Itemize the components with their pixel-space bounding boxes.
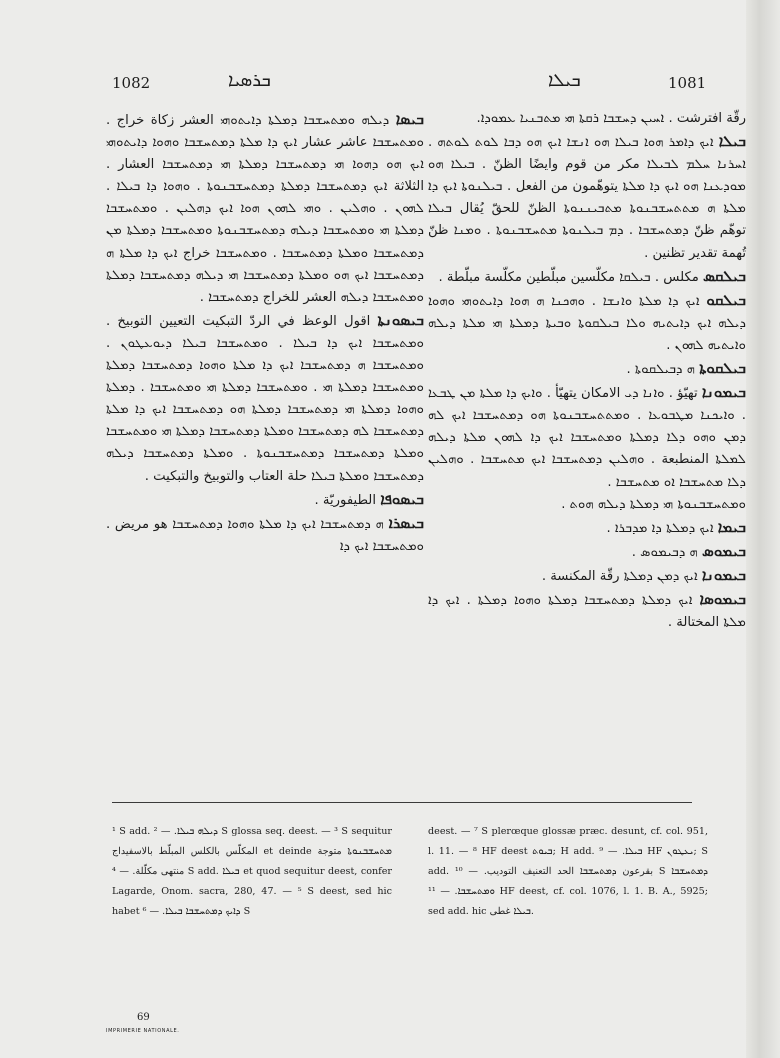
entry-definition: ܐܝܟ ܕܡܠܬܐ ܕܡܬܚܫܒܐ ܕܡܠܬܐ ܘܗܘܐ ܕܡܠܬܐ . ܐܝܟ ܕܐ ܡܠܬܐ المختالة .	[428, 592, 746, 631]
entry-headword: ܒܝܠܩܣ	[703, 266, 746, 285]
dictionary-entry	[106, 108, 424, 309]
dictionary-entry	[428, 381, 746, 493]
entry-headword: ܒܝܠܩܘ	[706, 290, 746, 309]
footnote-divider	[112, 802, 692, 803]
book-gutter	[746, 0, 780, 1058]
entry-headword: ܒܝܠܐ	[718, 132, 746, 151]
dictionary-entry	[428, 564, 746, 588]
entry-definition: ܐܝܟ ܕܡܢ ܕܡܠܬܐ رقّة المكنسة .	[541, 568, 698, 584]
dictionary-entry	[428, 540, 746, 564]
entry-headword: ܒܝܡܘܣܐ	[699, 589, 746, 608]
left-page-number: 1082	[112, 74, 151, 92]
entry-definition: ܗ ܕܒܝܠܩܘܬܐ .	[626, 362, 696, 378]
dictionary-entry	[428, 494, 746, 516]
footnotes-right: deest. — ⁷ S plerœque glossæ præc. desunt, cf. col. 951, l. 11. — ⁸ HF deest ܒܝܘܬ; H add. ܒܝܠܐ. — ⁹ HF ܝܥܛܘܢ; S add. بقرعون ܕܡܬܚܫܒܐ الحد التعنيف التوديب. — ¹⁰ S ܕܡܬܚܫܒܐ ܘܡܬܚܫܒܐ. — ¹¹ HF deest, cf. col. 1076, l. 1. B. A., 5925; sed add. hic ܒܝܠܐ غطى.	[428, 826, 709, 917]
right-page-number: 1081	[668, 74, 707, 92]
entry-headword: ܒܝܣܪܐ	[388, 513, 424, 532]
dictionary-entry	[428, 289, 746, 357]
entry-headword: ܒܝܡܘܢܐ	[701, 383, 746, 402]
entry-headword: ܒܝܠܩܘܬܐ	[699, 359, 746, 378]
entry-headword: ܒܝܣܘܢܬܐ	[377, 310, 424, 329]
entry-headword: ܒܝܡܐ	[717, 517, 746, 536]
entry-headword: ܒܝܣܘܦܐ	[380, 489, 424, 508]
entry-definition: ܗ ܕܒܝܡܘܣ .	[631, 544, 698, 560]
entry-definition: ܐܝܟ ܕܐ ܡܠܬܐ ܘܐܢܫܐ . ܘܗܟܢܐ ܗ ܗܘܐ ܕܐܝܬܘܗܝ ܘܗܘܐ ܕܝܠܗ ܐܝܟ ܕܐܝܬܝܗ ܘܠܐ ܒܝܠܩܘܬܐ ܘܒܝܬܐ ܕܡܠܬܐ ܗܝ ܡܠܬܐ ܕܝܠܗ ܘܐܝܬܝܗ ܠܗܘܢ .	[428, 293, 746, 353]
entry-headword: ܒܝܡܘܢܐ	[701, 565, 746, 584]
entry-headword: ܒܝܡܘܣ	[702, 541, 746, 560]
dictionary-entry	[428, 108, 746, 130]
left-running-title: ܒܪܣܝܐ	[228, 70, 271, 91]
dictionary-entry	[106, 309, 424, 488]
entry-definition: ܐܝܟ ܕܡܠܬܐ ܕܐ ܡܕܒܪܐ .	[606, 520, 714, 536]
dictionary-entry	[428, 516, 746, 540]
footnotes-left: ¹ S add. ܕܝܠܗ ܒܝܠܐ. — ² S glossa seq. deest. — ³ S sequitur المكلّس بالكلس المبلّط بالاسفيداج et deinde ܡܬܚܫܒܢܘܬܐ متوجة منتهى مكلّلة. — ⁴ S add. ܒܝܠܐ et quod sequitur deest, confer Lagarde, Onom. sacra, 280, 47. — ⁵ S deest, sed hic habet ܕܐܝܟ ܕܡܬܚܫܒܐ ܒܝܠܐ. — ⁶ S	[112, 826, 392, 917]
printer-imprint: IMPRIMERIE NATIONALE.	[106, 1028, 180, 1034]
entry-definition: ܘܡܬܚܫܒܢܘܬܐ ܗܝ ܕܡܠܬܐ ܕܝܠܗ ܗܘܬ .	[561, 496, 746, 512]
entry-definition: مكلس . ܒܝܠܩܐ مكلّسين مبلّطين مكلّسة مبلّطة .	[438, 269, 699, 285]
dictionary-entry	[106, 488, 424, 512]
entry-headword: ܒܝܣܐ	[395, 110, 424, 128]
right-running-title: ܒܝܠܐ	[548, 70, 581, 91]
dictionary-entry	[428, 357, 746, 381]
left-text-column	[106, 108, 424, 558]
entry-definition: الطيفوريّة .	[314, 492, 376, 508]
entry-definition: رقّة افترشت . ܐܚܝܢ ܕܚܫܒܐ ܪܩܬܐ ܗܝ ܡܬܒܢܝܐ ܥܡܘܕܐ.	[476, 111, 746, 126]
dictionary-entry	[428, 265, 746, 289]
dictionary-entry	[428, 130, 746, 265]
entry-definition: تهيّؤ . ܘܐܢܐ ܕܝ الامكان يتهيّأ . ܘܐܝܟ ܕܐ ܡܠܬܐ ܡܢ ܛܒܥܐ . ܘܐܝܟܢܐ ܡܛܒܘܥܐ . ܘܡܬܬܚܫܒܢܘܬܐ ܗܘ ܕܡܬܚܫܒܐ ܐܝܟ ܠܗ ܕܡܢ ܘܗܘ ܕܠܐ ܕܡܠܬܐ ܘܡܬܚܫܒܐ ܐܝܟ ܕܐ ܠܗܘܢ ܡܠܬܐ ܕܝܠܗ ܠܡܠܬܐ المنطبعة . ܘܗܠܝܢ ܕܡܬܚܫܒܐ ܐܝܟ ܡܬܚܫܒܐ . ܘܗܠܝܢ ܕܠܐ ܡܬܚܫܒܐ ܐܘ ܡܬܚܫܒܐ .	[428, 386, 746, 490]
entry-definition: ܕܝܠܗ ܘܡܬܚܫܒܐ ܕܡܠܬܐ ܕܐܝܬܘܗܝ العشر زكاة خراج . ܘܡܬܚܫܒܐ عاشر عشار ܐܝܟ ܕܐ ܡܠܬܐ ܕܡܬܚܫܒܐ ܘܗܘܐ ܕܐܝܬܘܗܝ ܐܝܟ ܗܘ ܕܗܘܐ ܗܝ ܕܡܬܚܫܒܐ ܕܡܠܬܐ ܗܝ ܕܡܬܚܫܒܐ العشار . الثلاثة ܐܝܟ ܕܡܬܚܫܒܐ ܕܡܠܬܐ ܕܡܬܚܫܒܢܘܬܐ . ܘܗܘܐ ܕܐ ܒܝܠܐ . ܠܗܘܢ . ܘܗܠܝܢ . ܘܗܝ ܠܗܘܢ ܗܘܐ ܐܝܟ ܕܗܠܝܢ . ܘܡܬܚܫܒܐ ܕܡܠܬܐ ܗܝ ܘܡܬܚܫܒܐ ܕܝܠܗ ܕܡܬܚܫܒܢܘܬܐ ܘܡܬܚܫܒܐ ܕܡܠܬܐ ܡܢ ܕܡܬܚܫܒܐ ܘܡܠܬܐ ܕܡܬܚܫܒܐ . ܘܡܬܚܫܒܐ خراج ܐܝܟ ܕܐ ܡܠܬܐ ܗ ܕܡܬܚܫܒܐ ܐܝܟ ܗܘ ܘܡܠܬܐ ܕܡܬܚܫܒܐ ܗܝ ܕܝܠܗ ܕܡܬܚܫܒܐ ܕܡܠܬܐ ܘܡܬܚܫܒܐ ܕܝܠܗ العشر للخراج ܕܡܬܚܫܒܐ .	[106, 113, 424, 305]
signature-mark: 69	[137, 1012, 150, 1023]
entry-definition: اقول الوعظ في الردّ التبكيت التعيين التوبيخ . ܘܡܬܚܫܒܐ ܐܝܟ ܕܐ ܒܝܠܐ . ܘܡܬܚܫܒܐ ܒܝܠܐ ܕܝܘܥܛܘܢ . ܘܡܬܚܫܒܐ ܗ ܕܡܬܚܫܒܐ ܐܝܟ ܕܐ ܡܠܬܐ ܘܗܘܐ ܕܡܬܚܫܒܐ ܕܡܠܬܐ ܘܡܬܚܫܒܐ ܕܡܠܬܐ ܗܝ . ܘܡܬܚܫܒܐ ܕܡܠܬܐ ܗܝ ܘܡܬܚܫܒܐ . ܕܡܠܬܐ ܘܗܘܐ ܕܡܠܬܐ ܗܝ ܕܡܬܚܫܒܐ ܕܡܠܬܐ ܗܘ ܕܡܬܚܫܒܐ ܐܝܟ ܕܐ ܡܠܬܐ ܕܡܬܚܫܒܐ ܠܗ ܕܡܬܚܫܒܐ ܘܡܠܬܐ ܕܡܬܚܫܒܐ ܕܡܠܬܐ ܗܝ ܘܡܬܚܫܒܐ ܘܡܠܬܐ ܕܡܬܚܫܒܐ ܕܡܬܚܫܒܢܘܬܐ . ܘܡܠܬܐ ܕܡܬܚܫܒܐ ܕܝܠܗ ܕܡܬܚܫܒܐ ܘܡܠܬܐ ܒܝܠܐ حلة العتاب والتوبيخ والتبكيت .	[106, 313, 424, 484]
dictionary-entry	[106, 512, 424, 558]
entry-definition: ܗ ܕܡܬܚܫܒܐ ܐܝܟ ܕܐ ܡܠܬܐ ܘܗܘܐ ܕܡܬܚܫܒܐ هو مريض . ܘܡܬܚܫܒܐ ܐܝܟ ܕܐ	[106, 516, 424, 554]
dictionary-entry	[428, 588, 746, 634]
entry-definition: ܐܝܟ ܕܐܡܪ ܗܘܐ ܒܝܠܐ ܗܘ ܐܢܫܐ ܐܝܟ ܗܘ ܕܒܐ ܠܘܬ ܠܘܬܗ . ܐܚܪܢܐ ܚܠܡ ܠܒܝܠܐ مكر من قوم وايضًا الظنّ . ܒܝܠܐ ܗܘ ܡܘܕܥܢܐ ܗܘ ܐܝܟ ܕܐ ܡܠܬܐ يتوهّمون من الفعل . ܒܝܠܢܘܬܐ ܐܝܟ ܕܐ ܡܠܬܐ ܗ ܡܬܬܚܫܒܢܘܬܐ ܡܬܒܝܢܢܘܬܐ الظنّ للحقّ يُقال ܒܝܠܐ توهّم ظنّ ܕܡܬܚܫܒܐ . ܕܡ ܒܝܠܢܘܬܐ ܡܬܚܫܒܢܘܬܐ . ܘܡܢܐ ظنّ تُهمة تقدير تظنين .	[428, 135, 746, 261]
right-text-column	[428, 108, 746, 634]
